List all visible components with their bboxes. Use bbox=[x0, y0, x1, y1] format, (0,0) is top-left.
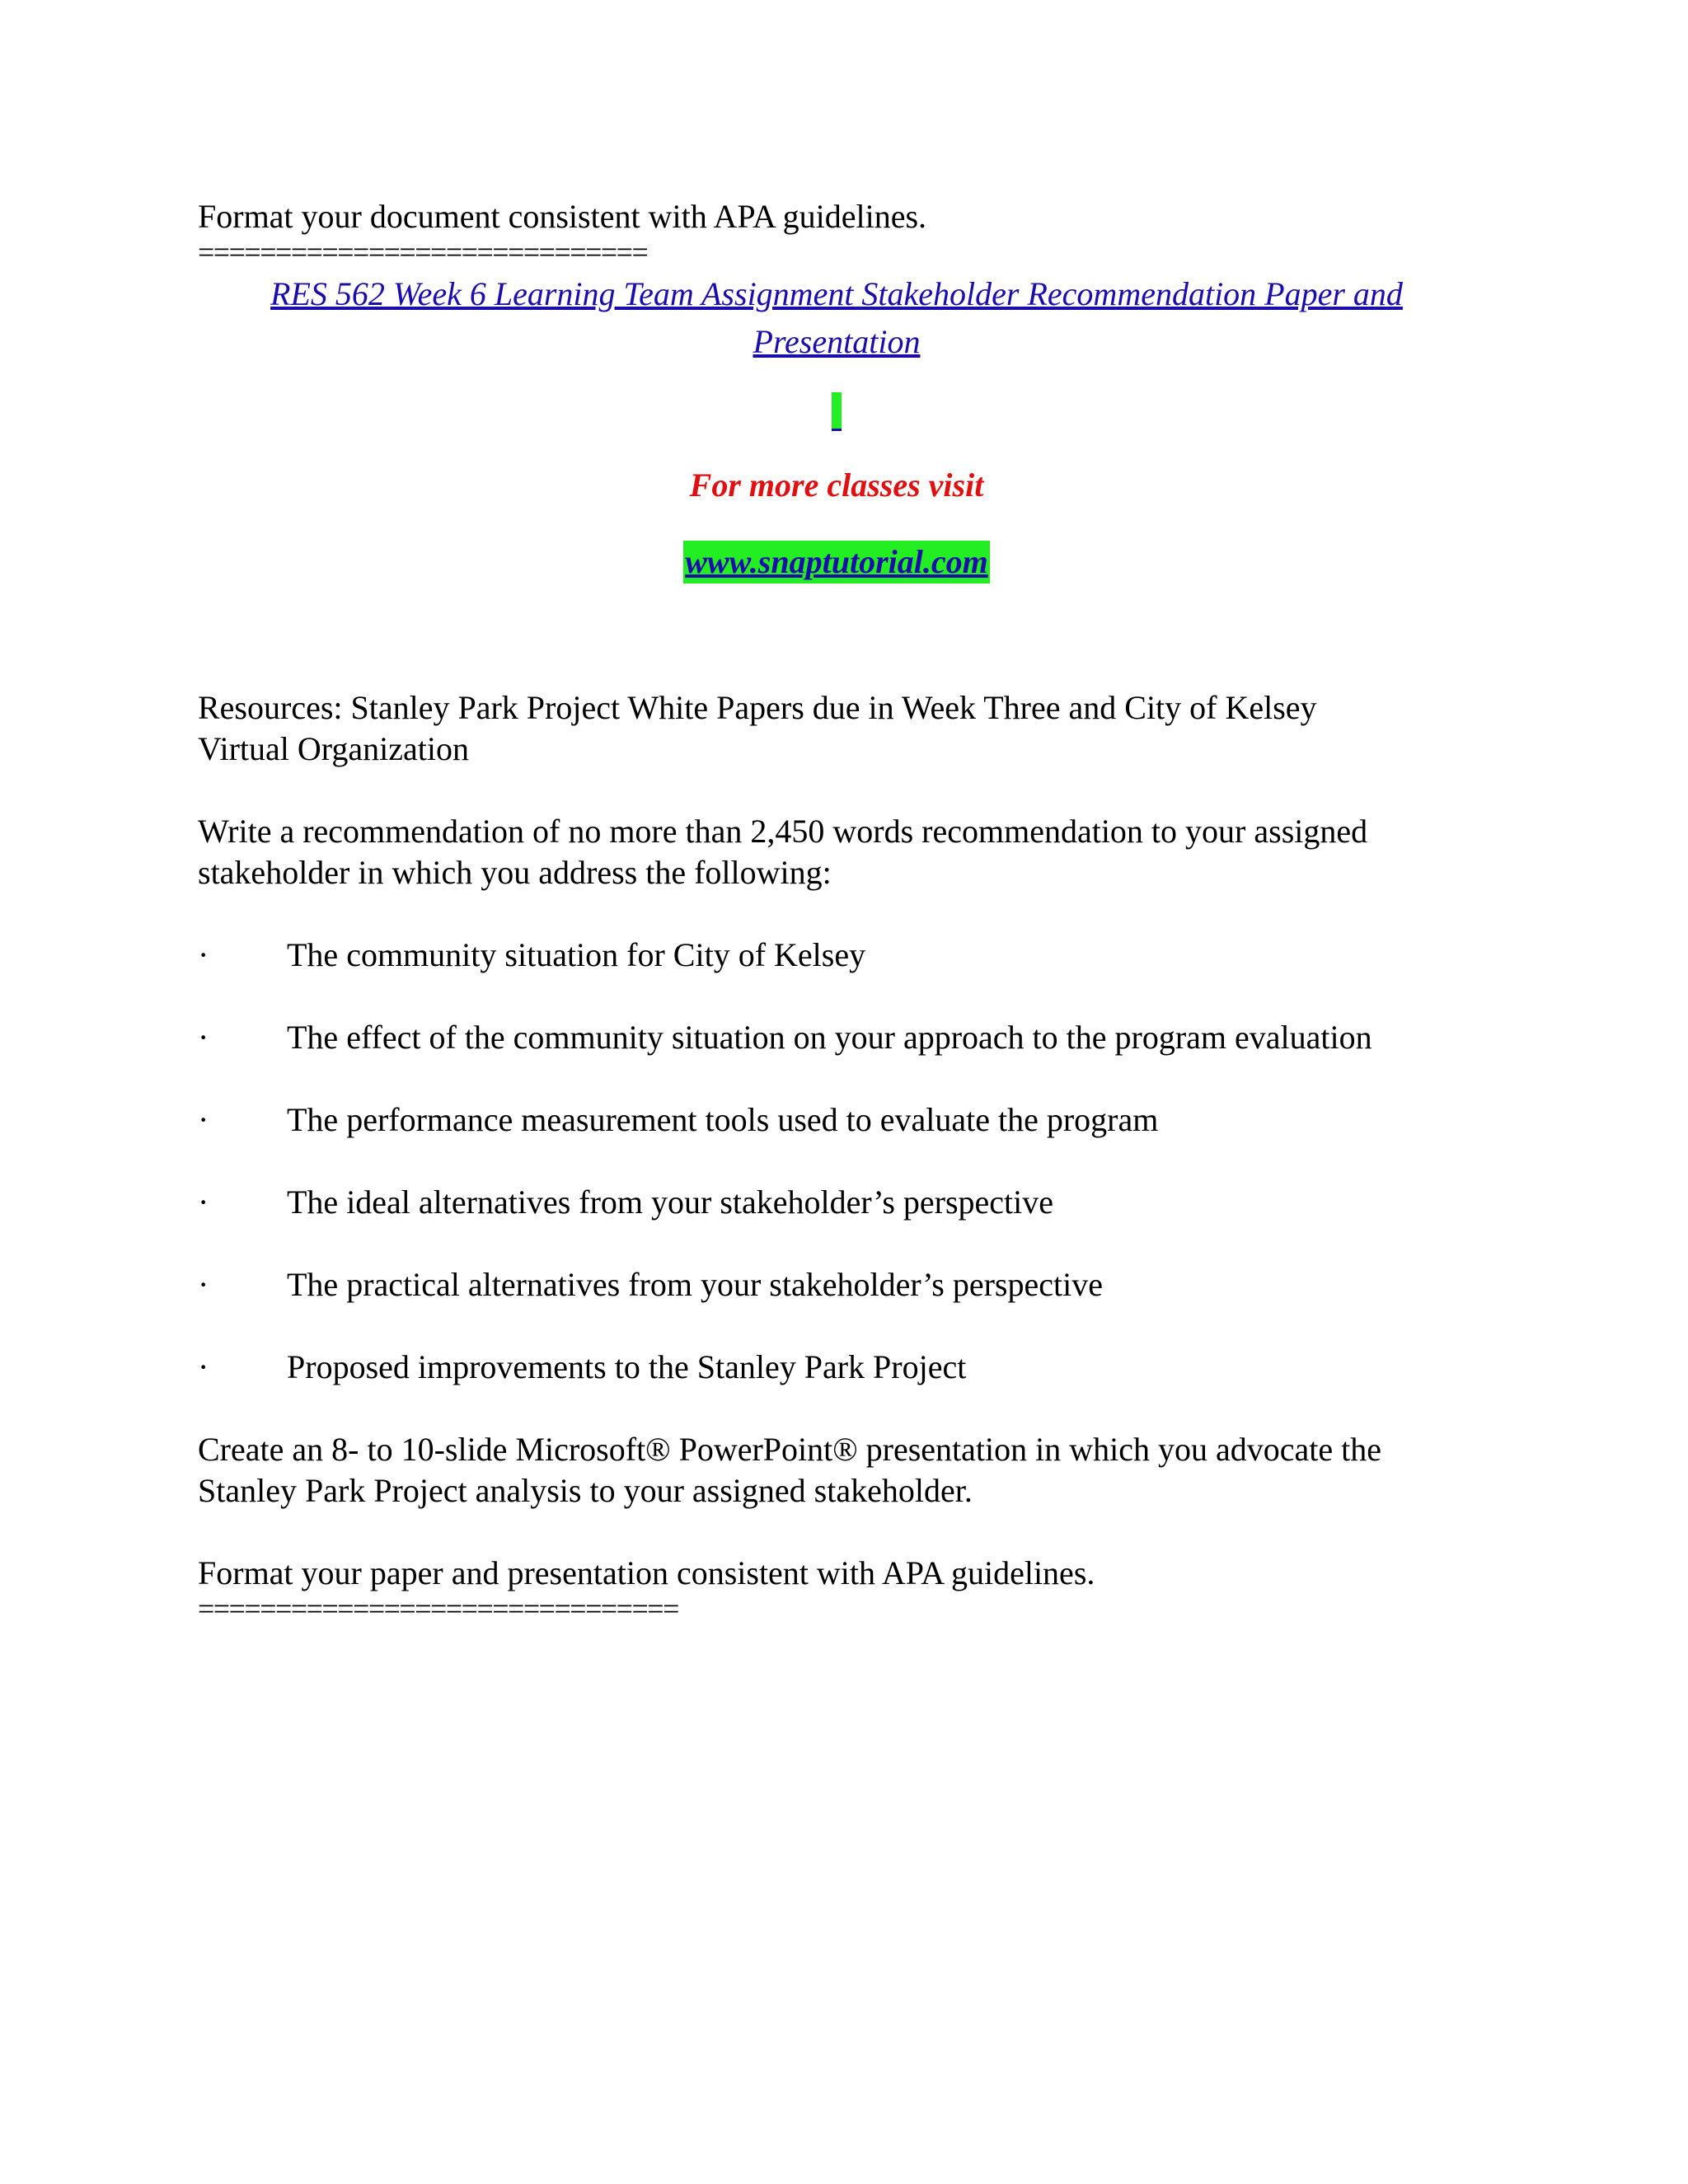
list-item bbox=[198, 1182, 1517, 1223]
list-item-text: The effect of the community situation on your approach to the program evaluation bbox=[287, 1019, 1372, 1056]
intro-line: Format your document consistent with APA guidelines. bbox=[198, 198, 927, 235]
highlight-marker bbox=[832, 392, 842, 431]
list-item-text: The ideal alternatives from your stakeholder’s perspective bbox=[287, 1183, 1054, 1221]
bullet-dot: · bbox=[198, 1266, 209, 1303]
resources-line-1: Resources: Stanley Park Project White Papers due in Week Three and City of Kelsey bbox=[198, 689, 1317, 726]
list-item-text: The community situation for City of Kelsey bbox=[287, 936, 866, 973]
list-item bbox=[198, 1099, 1517, 1141]
assignment-title-link-line1[interactable]: RES 562 Week 6 Learning Team Assignment Stakeholder Recommendation Paper and bbox=[270, 275, 1403, 312]
resources-line-2: Virtual Organization bbox=[198, 730, 469, 767]
document-content bbox=[198, 196, 1517, 1624]
bullet-dot: · bbox=[198, 1019, 209, 1056]
list-item bbox=[198, 1264, 1517, 1305]
list-item bbox=[198, 935, 1517, 976]
create-line-2: Stanley Park Project analysis to your assigned stakeholder. bbox=[198, 1472, 973, 1509]
list-item bbox=[198, 1347, 1517, 1388]
promo-text: For more classes visit bbox=[689, 466, 984, 504]
list-item-text: The performance measurement tools used to evaluate the program bbox=[287, 1101, 1159, 1138]
bullet-dot: · bbox=[198, 1348, 209, 1385]
list-item bbox=[198, 1017, 1517, 1058]
separator-bottom: =============================== bbox=[198, 1592, 678, 1625]
site-link-row bbox=[198, 541, 1475, 583]
write-line-1: Write a recommendation of no more than 2,450 words recommendation to your assigned bbox=[198, 813, 1368, 850]
format-line: Format your paper and presentation consistent with APA guidelines. bbox=[198, 1554, 1095, 1591]
create-line-1: Create an 8- to 10-slide Microsoft® PowerPoint® presentation in which you advocate the bbox=[198, 1431, 1381, 1468]
assignment-title-link-line2[interactable]: Presentation bbox=[753, 323, 921, 360]
bullet-dot: · bbox=[198, 1183, 209, 1221]
bullet-dot: · bbox=[198, 936, 209, 973]
list-item-text: The practical alternatives from your stakeholder’s perspective bbox=[287, 1266, 1103, 1303]
write-line-2: stakeholder in which you address the following: bbox=[198, 854, 832, 891]
highlight-marker-row bbox=[198, 392, 1475, 438]
separator-top: ============================= bbox=[198, 236, 648, 269]
assignment-title bbox=[198, 270, 1475, 366]
list-item-text: Proposed improvements to the Stanley Park Project bbox=[287, 1348, 967, 1385]
site-link[interactable]: www.snaptutorial.com bbox=[683, 541, 990, 583]
bullet-dot: · bbox=[198, 1101, 209, 1138]
